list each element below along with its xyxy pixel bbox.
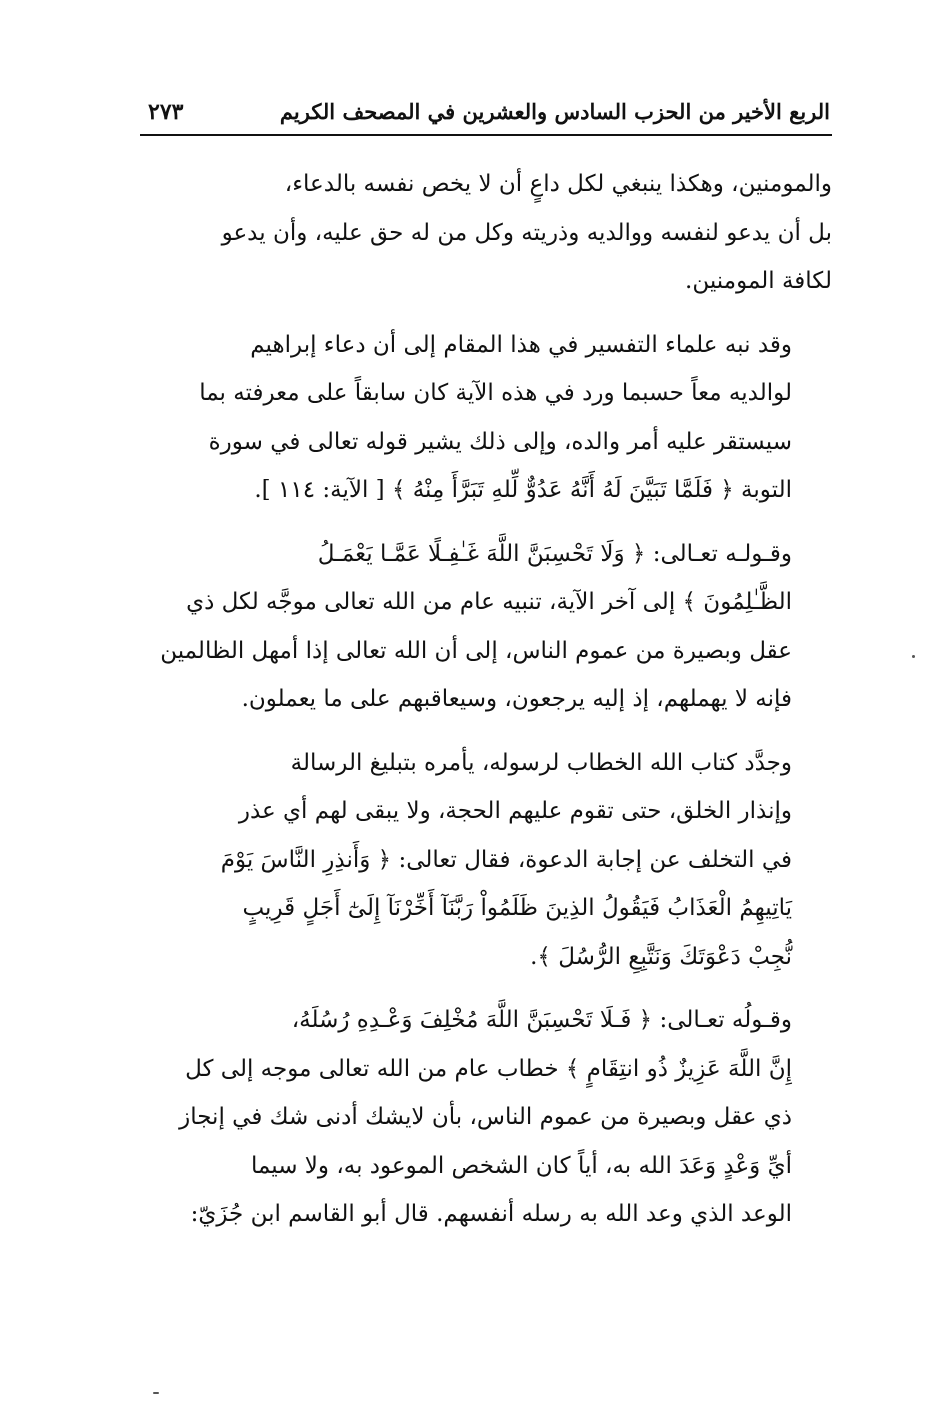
text-line: إِنَّ اللَّهَ عَزِيزٌ ذُو انتِقَامٍ ﴾ خطاب عام من الله تعالى موجه إلى كل [185,1055,792,1082]
scan-speck [153,1392,159,1394]
paragraph-5 [138,996,832,1239]
paragraph-3 [138,530,832,724]
text-line: التوبة ﴿ فَلَمَّا تَبَيَّنَ لَهُ أَنَّهُ عَدُوٌّ لِّلهِ تَبَرَّأَ مِنْهُ ﴾ [ الآية: ١١٤ ]. [254,477,792,503]
paragraph-4 [138,739,832,982]
text-line: يَاتِيهِمُ الْعَذَابُ فَيَقُولُ الذِينَ ظَلَمُواْ رَبَّنَآ أَخِّرْنَآ إِلَىٰٓ أَجَلٍ قَرِيبٍ [242,895,792,921]
text-line: وقـولـه تعـالى: ﴿ وَلَا تَحْسِبَنَّ اللَّهَ غَـٰفِـلًا عَمَّـا يَعْمَـلُ [317,540,792,567]
paragraph-1 [138,160,832,306]
text-line: سيستقر عليه أمر والده، وإلى ذلك يشير قوله تعالى في سورة [208,428,792,455]
text-line: الظَّـٰلِمُونَ ﴾ إلى آخر الآية، تنبيه عام من الله تعالى موجَّه لكل ذي [186,589,792,615]
text-line: ذي عقل وبصيرة من عموم الناس، بأن لايشك أدنى شك في إنجاز [179,1104,792,1130]
text-line: عقل وبصيرة من عموم الناس، إلى أن الله تعالى إذا أمهل الظالمين [160,637,792,664]
running-header [140,92,830,132]
body-text [138,160,832,1254]
text-line: فإنه لا يهملهم، إذ إليه يرجعون، وسيعاقبهم على ما يعملون. [241,686,792,712]
page-number: ٢٧٣ [148,99,184,125]
header-title: الربع الأخير من الحزب السادس والعشرين في المصحف الكريم [279,99,830,124]
text-line: والمومنين، وهكذا ينبغي لكل داعٍ أن لا يخص نفسه بالدعاء، [284,171,832,197]
text-line: بل أن يدعو لنفسه ووالديه وذريته وكل من له حق عليه، وأن يدعو [221,219,832,246]
text-line: لكافة المومنين. [685,268,832,294]
paragraph-2 [138,321,832,515]
header-divider [140,134,832,136]
text-line: لوالديه معاً حسبما ورد في هذه الآية كان سابقاً على معرفته بما [199,380,792,406]
text-line: أيِّ وَعْدٍ وَعَدَ الله به، أياً كان الشخص الموعود به، ولا سيما [250,1152,792,1179]
text-line: الوعد الذي وعد الله به رسله أنفسهم. قال أبو القاسم ابن جُزَيّ: [190,1201,792,1227]
text-line: في التخلف عن إجابة الدعوة، فقال تعالى: ﴿ وَأَنذِرِ النَّاسَ يَوْمَ [220,846,792,873]
text-line: وقد نبه علماء التفسير في هذا المقام إلى أن دعاء إبراهيم [250,331,792,358]
text-line: وجدَّد كتاب الله الخطاب لرسوله، يأمره بتبليغ الرسالة [290,749,792,776]
text-line: وقـولُه تعـالى: ﴿ فَـلَا تَحْسِبَنَّ اللَّهَ مُخْلِفَ وَعْـدِهِ رُسُلَهُ، [291,1007,792,1033]
scan-speck [912,655,915,658]
text-line: وإنذار الخلق، حتى تقوم عليهم الحجة، ولا يبقى لهم أي عذر [238,798,792,824]
text-line: نُّجِبْ دَعْوَتَكَ وَنَتَّبِعِ الرُّسُلَ ﴾. [530,943,792,970]
